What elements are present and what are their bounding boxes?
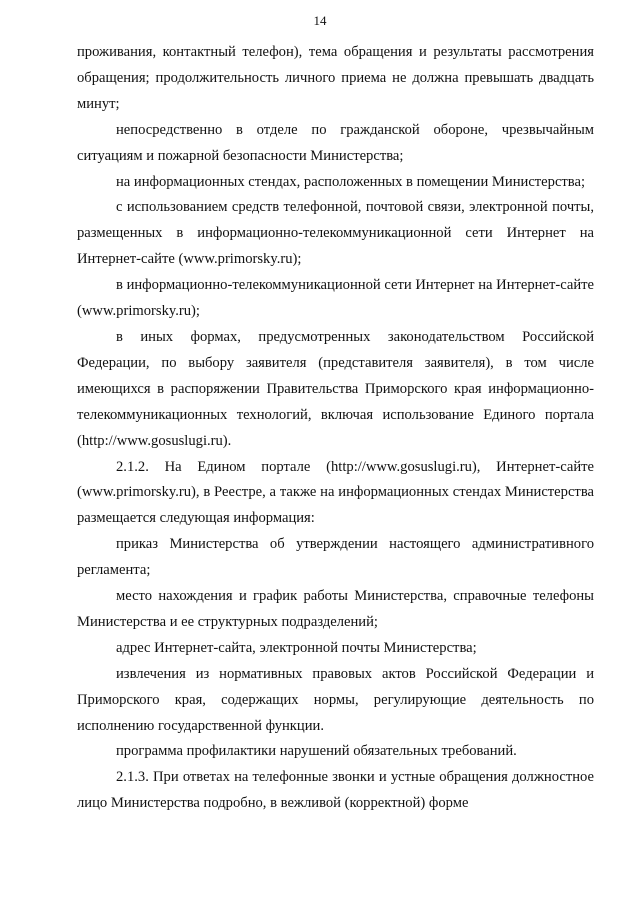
paragraph-website-address: адрес Интернет-сайта, электронной почты Министерства; bbox=[116, 639, 477, 656]
paragraph-continuation: проживания, контактный телефон), тема обращения и результаты рассмотрения обращения; продолжительность личного приема не должна превышать двадцать минут; bbox=[77, 44, 594, 112]
paragraph-info-stands: на информационных стендах, расположенных в помещении Министерства; bbox=[116, 173, 586, 190]
paragraph-section-2-1-3: 2.1.3. При ответах на телефонные звонки и устные обращения должностное лицо Министерства подробно, в вежливой (корректной) форме bbox=[77, 769, 594, 812]
paragraph-internet: в информационно-телекоммуникационной сети Интернет на Интернет-сайте (www.primorsky.ru); bbox=[77, 277, 594, 320]
document-body bbox=[77, 40, 594, 817]
paragraph-section-2-1-2: 2.1.2. На Едином портале (http://www.gosuslugi.ru), Интернет-сайте (www.primorsky.ru), в Реестре, а также на информационных стендах Министерства размещается следующая информация: bbox=[77, 458, 594, 527]
paragraph-other-forms: в иных формах, предусмотренных законодательством Российской Федерации, по выбору заявителя (представителя заявителя), в том числе имеющихся в распоряжении Правительства Приморского края информационно-телекоммуникационных технологий, включая использование Единого портала (http://www.gosuslugi.ru). bbox=[77, 328, 594, 449]
paragraph-prevention-program: программа профилактики нарушений обязательных требований. bbox=[116, 743, 517, 760]
paragraph-phone-mail: с использованием средств телефонной, почтовой связи, электронной почты, размещенных в информационно-телекоммуникационной сети Интернет на Интернет-сайте (www.primorsky.ru); bbox=[77, 199, 594, 268]
paragraph-legal-extracts: извлечения из нормативных правовых актов Российской Федерации и Приморского края, содержащих нормы, регулирующие деятельность по исполнению государственной функции. bbox=[77, 665, 594, 734]
paragraph-location: место нахождения и график работы Министерства, справочные телефоны Министерства и ее структурных подразделений; bbox=[77, 588, 594, 630]
page-number: 14 bbox=[313, 13, 327, 28]
paragraph-department: непосредственно в отделе по гражданской обороне, чрезвычайным ситуациям и пожарной безопасности Министерства; bbox=[77, 121, 594, 164]
paragraph-order: приказ Министерства об утверждении настоящего административного регламента; bbox=[77, 536, 594, 579]
